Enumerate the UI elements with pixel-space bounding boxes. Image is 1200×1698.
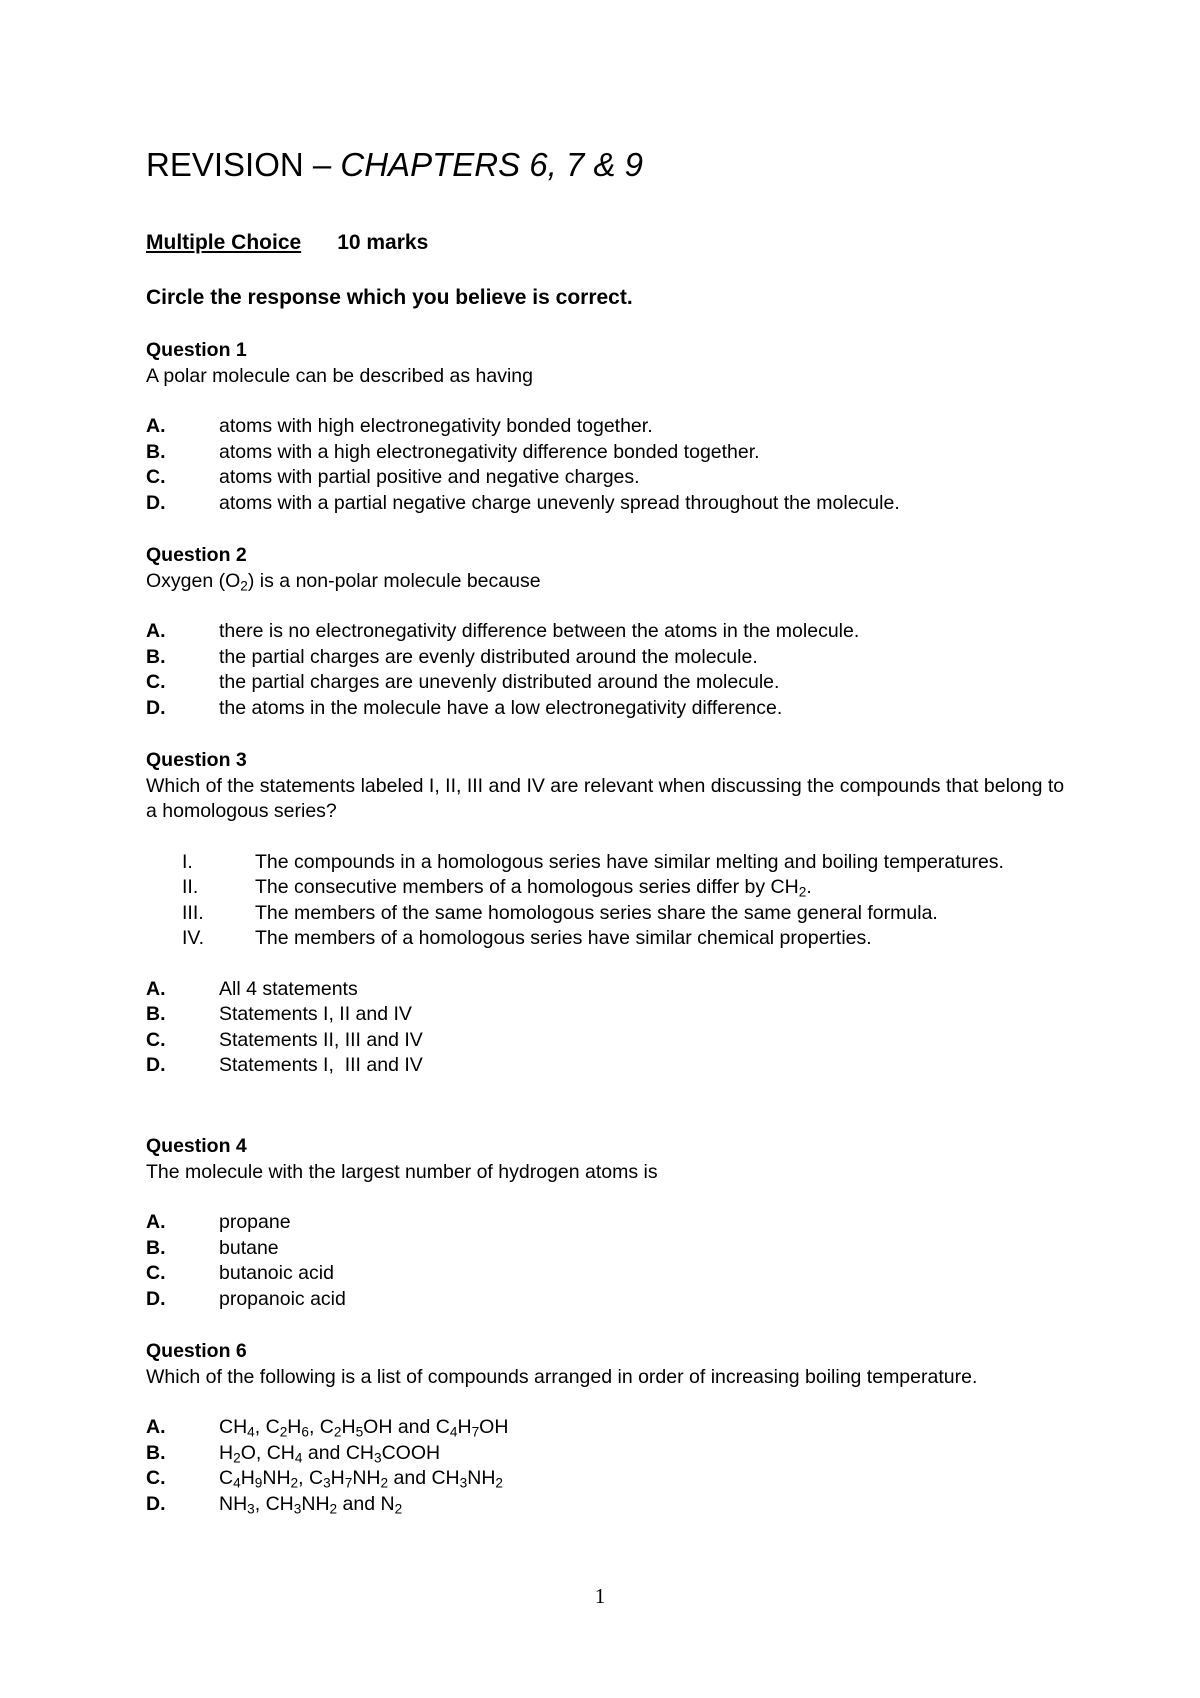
option-b[interactable] (146, 645, 1076, 671)
formula-text: H (240, 1467, 255, 1489)
title-main: REVISION – (146, 146, 341, 183)
option-text: Statements I, II and IV (219, 1003, 412, 1025)
subscript: 3 (293, 1500, 302, 1516)
option-c[interactable] (146, 1466, 1076, 1492)
formula-text: OH and C (363, 1416, 450, 1438)
option-formula (219, 1441, 1076, 1467)
option-text: All 4 statements (219, 977, 358, 1000)
statement-numeral: III. (182, 901, 204, 924)
option-d[interactable] (146, 1053, 1076, 1079)
formula-text: H (330, 1467, 345, 1489)
option-letter: A. (146, 1211, 166, 1233)
statement-i (182, 850, 1076, 876)
statement-text-part: The consecutive members of a homologous series differ by CH (255, 876, 799, 898)
option-formula (219, 1492, 1076, 1518)
option-letter: A. (146, 620, 166, 642)
option-text: propane (219, 1211, 291, 1233)
subscript: 3 (459, 1475, 468, 1491)
option-letter: A. (146, 977, 166, 1000)
statement-text: The members of the same homologous series share the same general formula. (255, 901, 938, 924)
question-stem (146, 569, 1076, 595)
statement-text-part: . (806, 876, 812, 898)
question-1 (146, 338, 1076, 516)
option-d[interactable] (146, 1287, 1076, 1313)
subscript: 2 (333, 1424, 342, 1440)
page-title (146, 146, 643, 184)
subscript: 6 (301, 1424, 309, 1440)
option-letter: A. (146, 1416, 166, 1438)
section-marks: 10 marks (337, 231, 429, 254)
title-chapters: CHAPTERS 6, 7 & 9 (340, 146, 643, 183)
section-heading (146, 231, 428, 255)
statement-iv (182, 926, 1076, 952)
option-c[interactable] (146, 1028, 1076, 1054)
subscript: 2 (380, 1475, 389, 1491)
option-letter: C. (146, 466, 166, 488)
option-list (146, 414, 1076, 516)
subscript: 2 (240, 577, 248, 593)
option-d[interactable] (146, 1492, 1076, 1518)
subscript: 9 (254, 1475, 263, 1491)
option-text: atoms with a high electronegativity difference bonded together. (219, 440, 760, 463)
page-number: 1 (594, 1584, 606, 1608)
statement-ii (182, 875, 1076, 901)
option-b[interactable] (146, 1002, 1076, 1028)
question-heading: Question 2 (146, 544, 247, 566)
formula-text: H (219, 1441, 234, 1464)
option-a[interactable] (146, 1415, 1076, 1441)
subscript: 3 (323, 1475, 331, 1491)
stem-text: Oxygen (O (146, 569, 241, 592)
subscript: 4 (294, 1449, 303, 1465)
question-stem: A polar molecule can be described as having (146, 364, 533, 387)
subscript: 2 (279, 1424, 288, 1440)
question-heading: Question 6 (146, 1340, 247, 1362)
subscript: 3 (247, 1500, 255, 1516)
option-d[interactable] (146, 696, 1076, 722)
question-3 (146, 748, 1076, 1079)
statement-numeral: IV. (182, 927, 205, 949)
subscript: 2 (798, 884, 807, 900)
option-letter: B. (146, 440, 166, 463)
formula-text: COOH (381, 1441, 441, 1464)
option-a[interactable] (146, 977, 1076, 1003)
subscript: 2 (394, 1500, 403, 1516)
option-c[interactable] (146, 465, 1076, 491)
formula-text: , C (308, 1416, 334, 1438)
option-a[interactable] (146, 1210, 1076, 1236)
formula-text: , C (298, 1467, 324, 1489)
statement-list (146, 850, 1076, 952)
subscript: 4 (247, 1424, 255, 1440)
question-4 (146, 1134, 1076, 1312)
option-formula (219, 1466, 1076, 1492)
option-text: atoms with high electronegativity bonded together. (219, 415, 653, 437)
option-text: there is no electronegativity difference between the atoms in the molecule. (219, 620, 860, 642)
subscript: 7 (344, 1475, 353, 1491)
subscript: 3 (374, 1449, 382, 1465)
option-text: the partial charges are evenly distributed around the molecule. (219, 645, 758, 668)
option-a[interactable] (146, 619, 1076, 645)
subscript: 2 (290, 1475, 299, 1491)
option-letter: D. (146, 696, 166, 719)
option-text: Statements I, III and IV (219, 1054, 423, 1076)
statement-numeral: I. (182, 850, 193, 873)
option-formula (219, 1415, 1076, 1441)
stem-text: ) is a non-polar molecule because (247, 569, 541, 592)
option-text: atoms with a partial negative charge unevenly spread throughout the molecule. (219, 491, 900, 514)
formula-text: and CH (388, 1467, 460, 1489)
option-letter: C. (146, 671, 166, 693)
question-stem: Which of the statements labeled I, II, III and IV are relevant when discussing the compounds that belong to a homologous series? (146, 774, 1065, 822)
option-text: atoms with partial positive and negative charges. (219, 466, 640, 488)
statement-numeral: II. (182, 876, 199, 898)
option-d[interactable] (146, 491, 1076, 517)
option-letter: D. (146, 491, 166, 514)
subscript: 2 (495, 1475, 504, 1491)
formula-text: H (341, 1416, 356, 1438)
option-text: propanoic acid (219, 1287, 346, 1310)
subscript: 4 (233, 1475, 241, 1491)
formula-text: O, CH (240, 1441, 295, 1464)
option-letter: C. (146, 1028, 166, 1051)
subscript: 2 (233, 1449, 241, 1465)
option-b[interactable] (146, 1441, 1076, 1467)
option-text: Statements II, III and IV (219, 1028, 423, 1051)
instruction: Circle the response which you believe is correct. (146, 286, 633, 309)
option-list (146, 619, 1076, 721)
formula-text: H (457, 1416, 472, 1438)
option-list (146, 1210, 1076, 1312)
section-label: Multiple Choice (146, 231, 302, 254)
option-c[interactable] (146, 1261, 1076, 1287)
formula-text: , CH (254, 1492, 294, 1515)
question-stem: The molecule with the largest number of hydrogen atoms is (146, 1160, 658, 1183)
option-text: the partial charges are unevenly distributed around the molecule. (219, 671, 780, 693)
formula-text: OH (479, 1416, 509, 1438)
option-list (146, 1415, 1076, 1517)
formula-text: , C (254, 1416, 280, 1438)
option-letter: C. (146, 1262, 166, 1284)
question-heading: Question 1 (146, 339, 247, 361)
formula-text: and N (337, 1492, 395, 1515)
formula-text: NH (262, 1467, 291, 1489)
option-letter: B. (146, 1441, 166, 1464)
statement-text: The compounds in a homologous series have similar melting and boiling temperatures. (255, 850, 1004, 873)
option-a[interactable] (146, 414, 1076, 440)
option-letter: D. (146, 1287, 166, 1310)
option-text: the atoms in the molecule have a low electronegativity difference. (219, 696, 783, 719)
formula-text: and CH (302, 1441, 374, 1464)
subscript: 4 (449, 1424, 458, 1440)
option-list (146, 977, 1076, 1079)
statement-text (255, 875, 1076, 901)
formula-text: NH (301, 1492, 330, 1515)
option-c[interactable] (146, 670, 1076, 696)
option-text: butane (219, 1236, 279, 1259)
option-letter: B. (146, 645, 166, 668)
question-stem: Which of the following is a list of compounds arranged in order of increasing boiling temperature. (146, 1365, 978, 1388)
option-letter: C. (146, 1467, 166, 1489)
option-b[interactable] (146, 1236, 1076, 1262)
formula-text: NH (352, 1467, 381, 1489)
question-2 (146, 543, 1076, 721)
subscript: 5 (355, 1424, 364, 1440)
option-letter: B. (146, 1236, 166, 1259)
option-letter: A. (146, 415, 166, 437)
formula-text: C (219, 1467, 234, 1489)
formula-text: CH (219, 1416, 248, 1438)
option-letter: D. (146, 1492, 166, 1515)
question-heading: Question 3 (146, 749, 247, 771)
subscript: 2 (329, 1500, 338, 1516)
formula-text: NH (219, 1492, 248, 1515)
option-text: butanoic acid (219, 1262, 334, 1284)
option-b[interactable] (146, 440, 1076, 466)
formula-text: NH (467, 1467, 496, 1489)
formula-text: H (287, 1416, 302, 1438)
subscript: 7 (471, 1424, 480, 1440)
statement-text: The members of a homologous series have similar chemical properties. (255, 927, 872, 949)
statement-iii (182, 901, 1076, 927)
option-letter: D. (146, 1054, 166, 1076)
question-6 (146, 1339, 1076, 1517)
question-heading: Question 4 (146, 1135, 247, 1157)
option-letter: B. (146, 1003, 166, 1025)
